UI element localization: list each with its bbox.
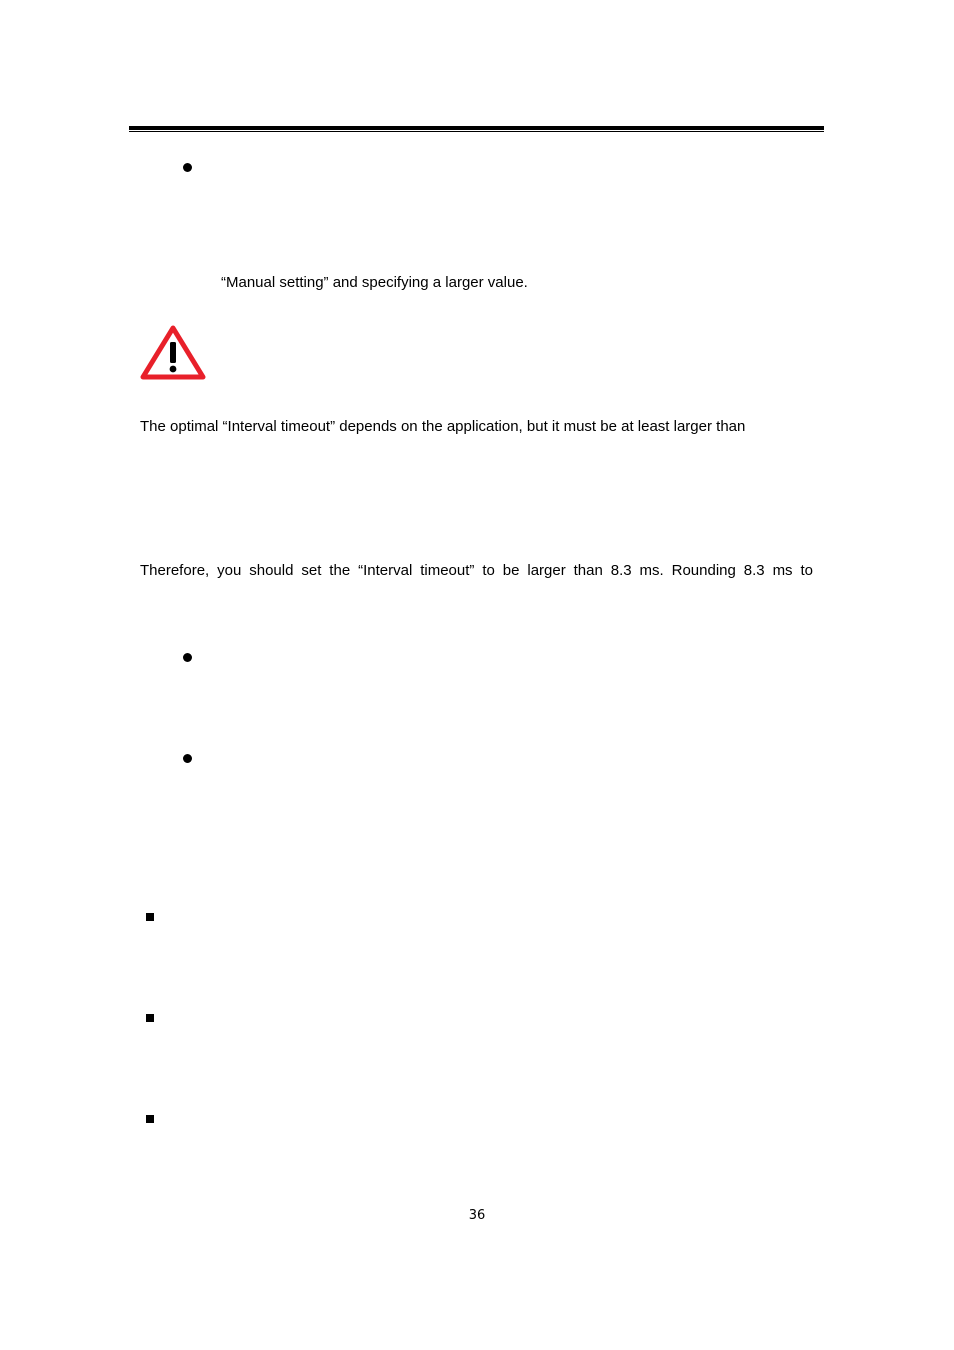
square-bullet-3 xyxy=(146,1115,154,1123)
square-bullet-2 xyxy=(146,1014,154,1022)
manual-setting-note: “Manual setting” and specifying a larger value. xyxy=(221,274,528,291)
header-rule-thick xyxy=(129,126,824,130)
paragraph-optimal-interval: The optimal “Interval timeout” depends on the application, but it must be at least larger than xyxy=(140,418,746,435)
bullet-dot-3 xyxy=(183,754,192,763)
square-bullet-1 xyxy=(146,913,154,921)
header-rule-thin xyxy=(129,131,824,132)
paragraph-therefore: Therefore, you should set the “Interval timeout” to be larger than 8.3 ms. Rounding 8.3 ms to xyxy=(140,562,813,579)
bullet-dot-1 xyxy=(183,163,192,172)
page-number: 36 xyxy=(468,1208,486,1223)
warning-triangle-icon xyxy=(140,325,206,380)
bullet-dot-2 xyxy=(183,653,192,662)
